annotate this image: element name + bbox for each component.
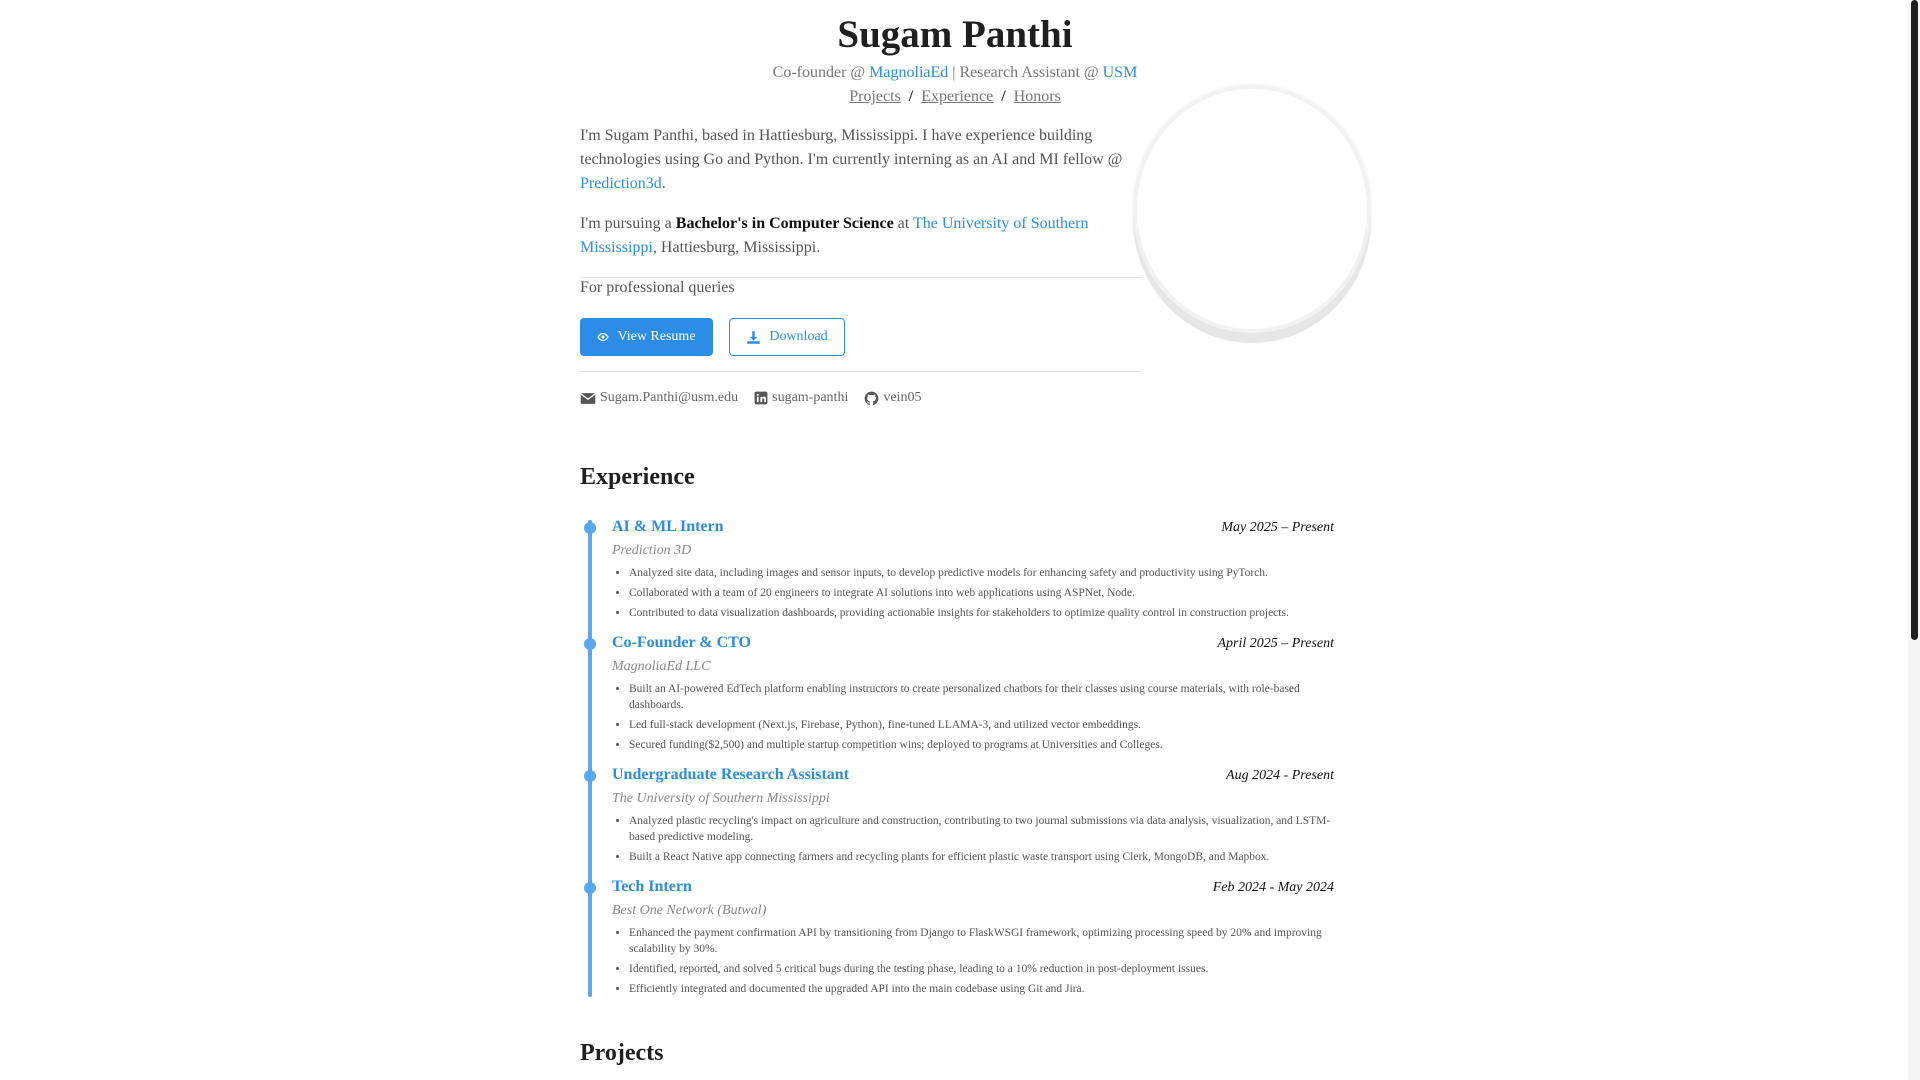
download-button[interactable] — [729, 318, 845, 356]
page-title: Sugam Panthi — [837, 13, 1073, 56]
job-bullet: • Collaborated with a team of 20 engineers to integrate AI solutions into web applications using ASPNet, Node. — [629, 585, 1334, 601]
timeline-line — [588, 520, 592, 997]
experience-header — [612, 518, 1334, 536]
nav-projects[interactable]: Projects — [849, 88, 901, 105]
job-bullet: • Efficiently integrated and documented the upgraded API into the main codebase using Git and Jira. — [629, 981, 1334, 997]
linkedin-text: sugam-panthi — [772, 390, 849, 405]
job-bullets — [612, 565, 1334, 621]
divider — [580, 277, 1142, 278]
job-bullets — [612, 813, 1334, 865]
nav-separator: / — [1001, 88, 1006, 105]
intro-text-1: I'm Sugam Panthi, based in Hattiesburg, Mississippi. I have experience building technologies using Go and Python. I'm currently interning as an AI and MI fellow @ — [580, 127, 1123, 168]
email-link[interactable] — [580, 390, 738, 406]
job-title: Co-Founder & CTO — [612, 634, 751, 651]
job-organization: Prediction 3D — [612, 543, 692, 558]
job-bullet: • Identified, reported, and solved 5 critical bugs during the testing phase, leading to a 10% reduction in post-deployment issues. — [629, 961, 1334, 977]
job-bullet: • Contributed to data visualization dashboards, providing actionable insights for stakeholders to optimize quality control in construction projects. — [629, 605, 1334, 621]
intro-text-2-end: , Hattiesburg, Mississippi. — [652, 239, 821, 256]
experience-header — [612, 766, 1334, 784]
divider — [580, 371, 1142, 372]
timeline-dot — [584, 770, 596, 782]
experience-heading: Experience — [580, 464, 695, 490]
job-title: Undergraduate Research Assistant — [612, 766, 850, 783]
mail-icon — [580, 392, 596, 405]
nav-experience[interactable]: Experience — [921, 88, 994, 105]
job-organization: The University of Southern Mississippi — [612, 791, 830, 806]
subtitle-prefix: Co-founder @ — [772, 64, 870, 81]
nav-separator: / — [908, 88, 914, 105]
job-bullet: • Led full-stack development (Next.js, Firebase, Python), fine-tuned LLAMA-3, and utilized vector embeddings. — [629, 717, 1334, 733]
job-organization: Best One Network (Butwal) — [612, 903, 767, 918]
magnoliaed-link[interactable]: MagnoliaEd — [869, 64, 949, 81]
job-date: May 2025 – Present — [1221, 520, 1334, 535]
experience-item — [612, 634, 1334, 757]
job-bullets — [612, 925, 1334, 997]
download-icon — [746, 330, 761, 345]
view-resume-button[interactable] — [580, 318, 713, 356]
eye-icon — [597, 332, 609, 342]
prediction3d-link[interactable]: Prediction3d — [580, 175, 662, 192]
job-bullet: • Built an AI-powered EdTech platform enabling instructors to create personalized chatbots for their classes using course materials, with role-based dashboards. — [629, 681, 1334, 713]
usm-link[interactable]: USM — [1102, 64, 1138, 81]
experience-item — [612, 518, 1334, 625]
experience-header — [612, 634, 1334, 652]
job-date: Aug 2024 - Present — [1226, 768, 1334, 783]
job-date: April 2025 – Present — [1217, 636, 1334, 651]
linkedin-link[interactable] — [754, 390, 848, 406]
job-bullet: • Analyzed plastic recycling's impact on agriculture and construction, contributing to two journal submissions via data analysis, visualization, and LSTM-based predictive modeling. — [629, 813, 1334, 845]
avatar — [1133, 85, 1371, 333]
job-bullet: • Enhanced the payment confirmation API by transitioning from Django to FlaskWSGI framework, optimizing processing speed by 20% and improving scalability by 30%. — [629, 925, 1334, 957]
contact-links — [580, 390, 921, 406]
intro-paragraph-2 — [580, 212, 1140, 260]
professional-queries-label: For professional queries — [580, 279, 735, 296]
intro — [580, 124, 1140, 276]
job-date: Feb 2024 - May 2024 — [1212, 880, 1334, 895]
job-bullet: • Built a React Native app connecting farmers and recycling plants for efficient plastic waste transport using Clerk, MongoDB, and Mapbox. — [629, 849, 1334, 865]
linkedin-icon — [754, 391, 768, 405]
intro-text-2a: I'm pursuing a — [580, 215, 676, 232]
degree-text: Bachelor's in Computer Science — [675, 215, 894, 232]
job-bullet: • Analyzed site data, including images and sensor inputs, to develop predictive models for enhancing safety and productivity using PyTorch. — [629, 565, 1334, 581]
intro-text-2b: at — [893, 215, 913, 232]
github-text: vein05 — [883, 390, 922, 405]
usm-university-link[interactable]: The University of Southern Mississippi — [580, 215, 1089, 256]
github-icon — [864, 391, 879, 406]
job-title: Tech Intern — [612, 878, 692, 895]
download-label: Download — [769, 329, 828, 344]
timeline-dot — [584, 882, 596, 894]
intro-paragraph-1 — [580, 124, 1140, 196]
job-bullets — [612, 681, 1334, 753]
job-bullet: • Secured funding($2,500) and multiple startup competition wins; deployed to programs at Universities and Colleges. — [629, 737, 1334, 753]
experience-item — [612, 878, 1334, 1001]
timeline-dot — [584, 522, 596, 534]
job-organization: MagnoliaEd LLC — [612, 659, 711, 674]
experience-item — [612, 766, 1334, 869]
scrollbar-thumb[interactable] — [1911, 0, 1918, 640]
subtitle-mid: | Research Assistant @ — [948, 64, 1103, 81]
intro-text-1-end: . — [661, 175, 666, 192]
experience-header — [612, 878, 1334, 896]
timeline-dot — [584, 638, 596, 650]
email-text: Sugam.Panthi@usm.edu — [600, 390, 739, 405]
github-link[interactable] — [864, 390, 921, 406]
job-title: AI & ML Intern — [612, 518, 724, 535]
subtitle — [580, 64, 1330, 82]
view-resume-label: View Resume — [617, 329, 696, 344]
nav-honors[interactable]: Honors — [1013, 88, 1061, 105]
projects-heading: Projects — [580, 1040, 664, 1066]
